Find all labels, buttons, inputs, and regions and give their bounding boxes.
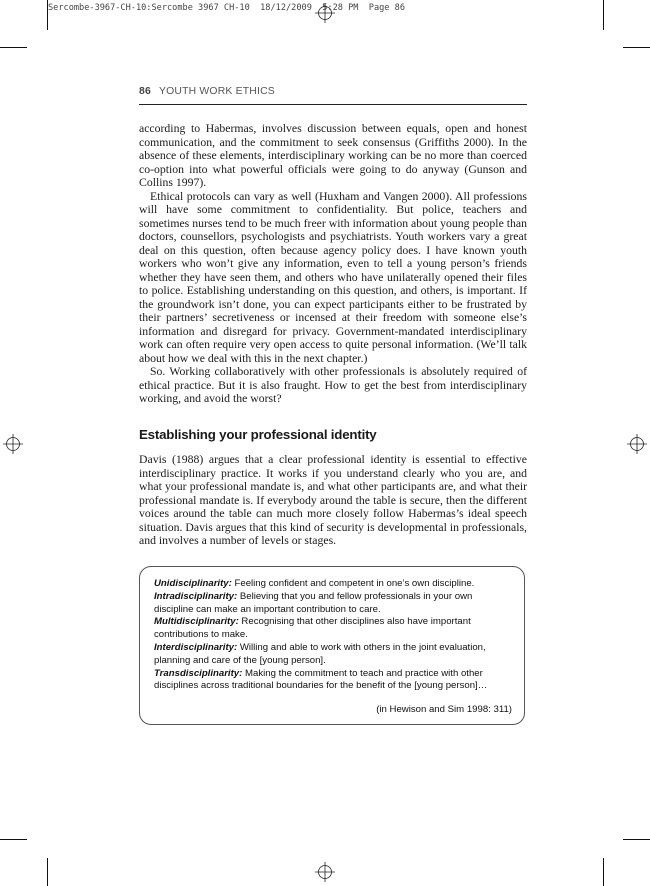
quote-term: Interdisciplinarity bbox=[154, 641, 234, 653]
registration-mark-icon bbox=[315, 862, 335, 882]
quote-text: Willing and able to work with others in the joint evaluation, planning and care of the [young person]. bbox=[154, 641, 486, 666]
quote-item: Intradisciplinarity: Believing that you and fellow professionals in your own discipline can make an important contribution to care. bbox=[154, 590, 473, 615]
crop-mark bbox=[603, 0, 604, 30]
quote-term: Transdisciplinarity bbox=[154, 667, 240, 679]
crop-mark bbox=[623, 47, 650, 48]
quote-item: Multidisciplinarity: Recognising that other disciplines also have important contributions to make. bbox=[154, 616, 471, 641]
registration-mark-icon bbox=[627, 434, 647, 454]
quote-term: Unidisciplinarity bbox=[154, 578, 229, 589]
registration-mark-icon bbox=[315, 3, 335, 23]
body-text-section bbox=[139, 453, 527, 548]
crop-mark bbox=[0, 47, 27, 48]
quote-item: Unidisciplinarity: Feeling confident and competent in one’s own discipline. bbox=[154, 578, 475, 589]
quote-term: Intradisciplinarity bbox=[154, 590, 234, 602]
body-text-top bbox=[139, 122, 527, 406]
quote-text: Making the commitment to teach and practice with other disciplines across traditional boundaries for the benefit of the [young person]… bbox=[154, 667, 488, 692]
running-title: YOUTH WORK ETHICS bbox=[158, 86, 275, 97]
quote-text: Recognising that other disciplines also have important contributions to make. bbox=[154, 616, 471, 641]
quote-text: Feeling confident and competent in one’s own discipline. bbox=[231, 578, 475, 589]
quotation-box bbox=[139, 566, 525, 725]
quote-term: Multidisciplinarity bbox=[154, 616, 236, 628]
quote-item: Transdisciplinarity: Making the commitment to teach and practice with other disciplines across traditional boundaries for the benefit of the [young person]… bbox=[154, 667, 488, 692]
quote-item: Interdisciplinarity: Willing and able to work with others in the joint evaluation, planning and care of the [young person]. bbox=[154, 641, 486, 666]
crop-mark bbox=[47, 858, 48, 886]
quote-text: Believing that you and fellow professionals in your own discipline can make an important contribution to care. bbox=[154, 590, 473, 615]
page-number: 86 bbox=[139, 86, 151, 97]
crop-mark bbox=[0, 839, 27, 840]
quote-source: (in Hewison and Sim 1998: 311) bbox=[376, 704, 512, 716]
section-heading: Establishing your professional identity bbox=[139, 427, 377, 442]
paragraph: according to Habermas, involves discussion between equals, open and honest communication, and the commitment to seek consensus (Griffiths 2000). In the absence of these elements, interdisciplinary working can be no more than coerced co-option into what powerful officials were going to do anyway (Gunson and Collins 1997). bbox=[139, 122, 527, 189]
crop-mark bbox=[603, 858, 604, 886]
registration-mark-icon bbox=[3, 434, 23, 454]
running-header bbox=[139, 86, 527, 105]
paragraph: Davis (1988) argues that a clear professional identity is essential to effective interdisciplinary practice. It works if you understand clearly who you are, and what your professional mandate is, and what other participants are, and what their professional mandate is. If everybody around the table is secure, then the different voices around the table can much more closely follow Habermas’s ideal speech situation. Davis argues that this kind of security is developmental in professionals, and involves a number of levels or stages. bbox=[139, 453, 527, 547]
paragraph: Ethical protocols can vary as well (Huxham and Vangen 2000). All professions will have some commitment to confidentiality. But police, teachers and sometimes nurses tend to be much freer with information about young people than doctors, counsellors, psychologists and psychiatrists. Youth workers vary a great deal on this question, often because agency policy does. I have known youth workers who won’t give any information, even to tell a young person’s friends whether they have seen them, and others who have unilaterally opened their files to police. Establishing understanding on this question, and others, is important. If the groundwork isn’t done, you can expect participants either to be frustrated by their partners’ secretiveness or incensed at their freedom with someone else’s information and disregard for privacy. Government-mandated interdisciplinary work can often require very open access to quite personal information. (We’ll talk about how we deal with this in the next chapter.) bbox=[139, 189, 527, 365]
print-slug: Sercombe-3967-CH-10:Sercombe 3967 CH-10 18/12/2009 5:28 PM Page 86 bbox=[48, 3, 405, 13]
paragraph: So. Working collaboratively with other professionals is absolutely required of ethical practice. But it is also fraught. How to get the best from interdisciplinary working, and avoid the worst? bbox=[139, 365, 527, 405]
crop-mark bbox=[47, 0, 48, 30]
crop-mark bbox=[623, 839, 650, 840]
